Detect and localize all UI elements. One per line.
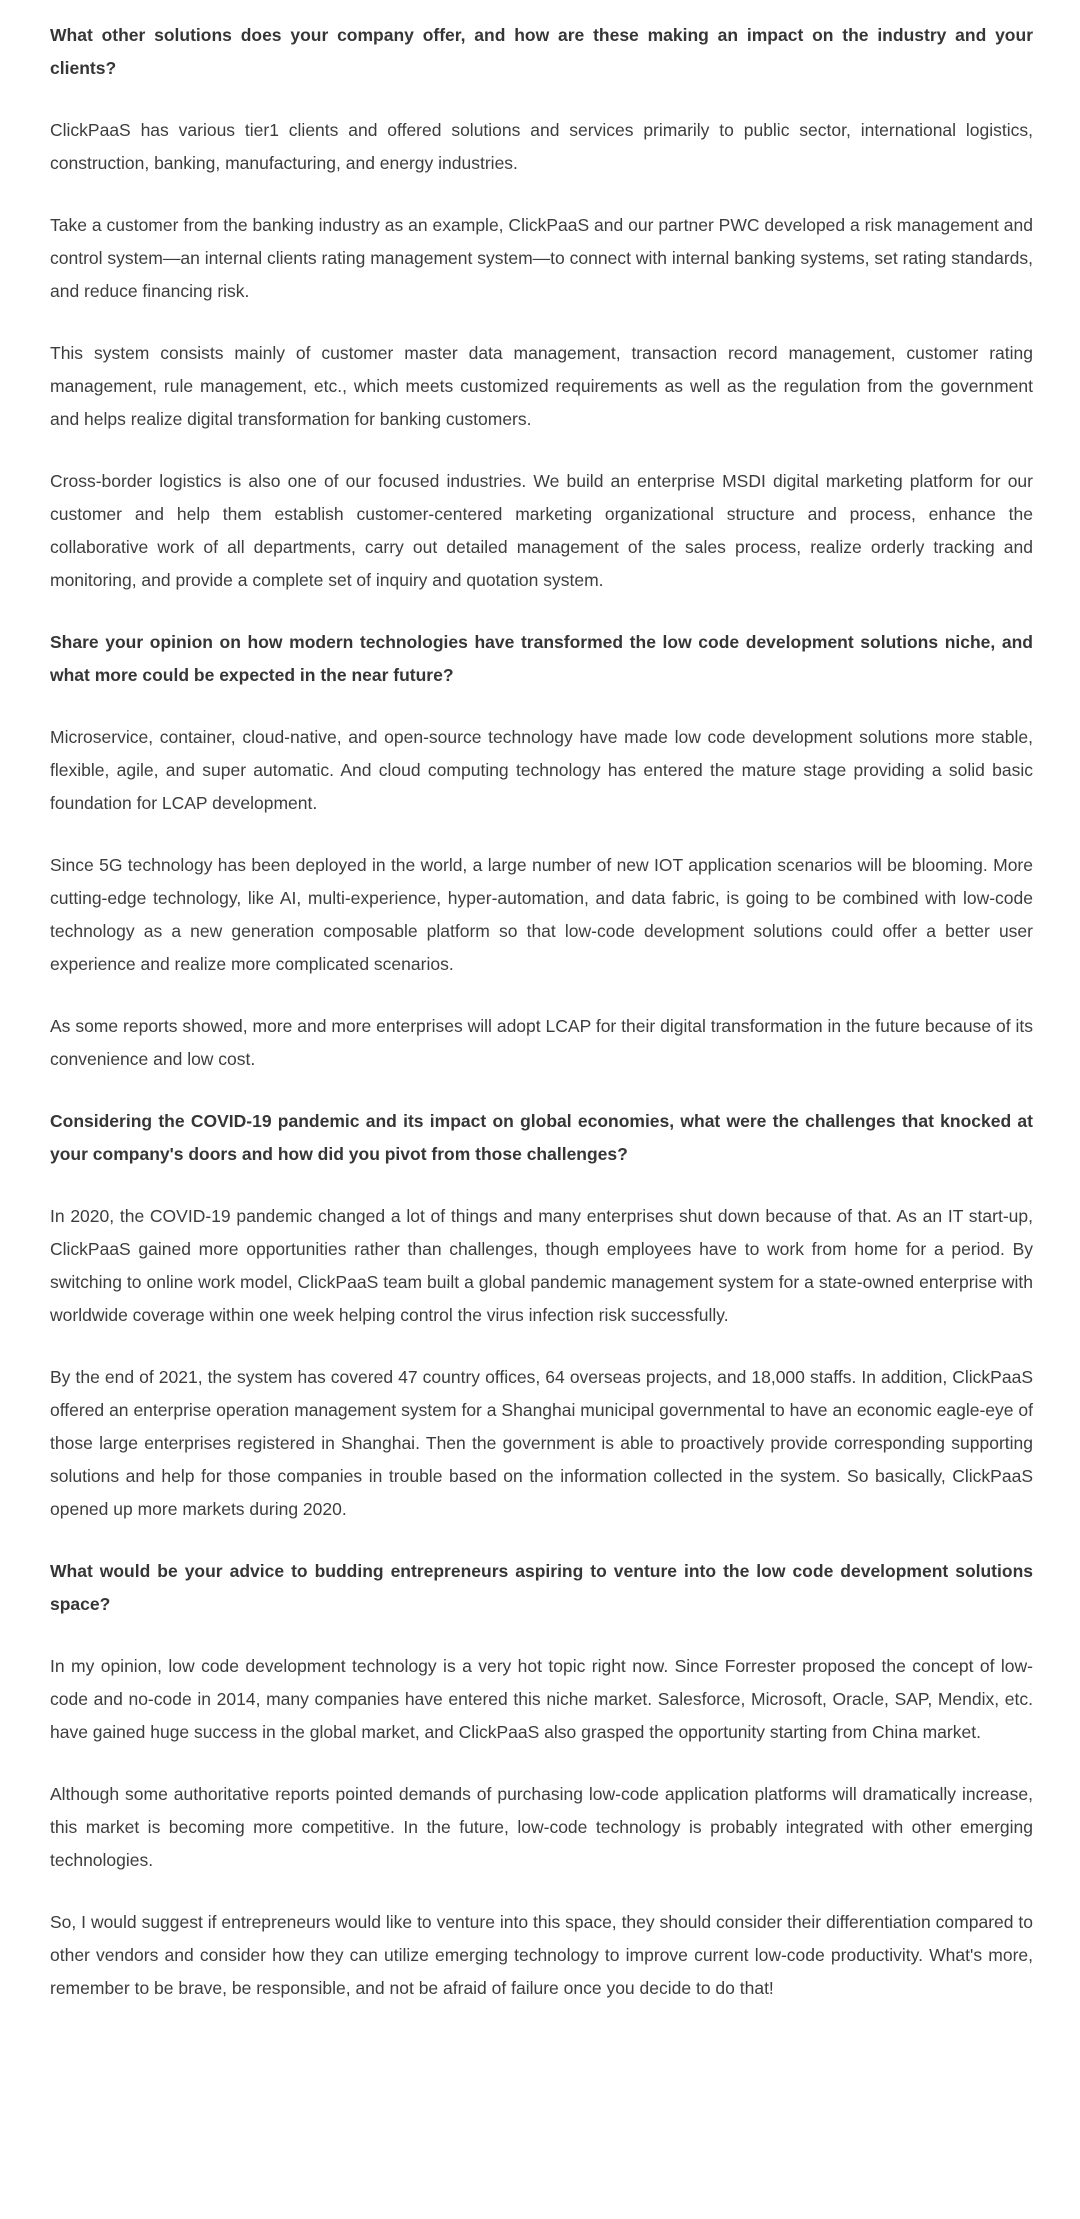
answer-paragraph: This system consists mainly of customer master data management, transaction record management, customer rating management, rule management, etc., which meets customized requirements as well as the regulation from the government and helps realize digital transformation for banking customers. xyxy=(50,343,1033,429)
answer-paragraph: ClickPaaS has various tier1 clients and offered solutions and services primarily to public sector, international logistics, construction, banking, manufacturing, and energy industries. xyxy=(50,120,1033,173)
question-paragraph: What would be your advice to budding entrepreneurs aspiring to venture into the low code development solutions space? xyxy=(50,1561,1033,1614)
answer-paragraph: In 2020, the COVID-19 pandemic changed a lot of things and many enterprises shut down because of that. As an IT start-up, ClickPaaS gained more opportunities rather than challenges, though employees have to work from home for a period. By switching to online work model, ClickPaaS team built a global pandemic management system for a state-owned enterprise with worldwide coverage within one week helping control the virus infection risk successfully. xyxy=(50,1206,1033,1325)
question-paragraph: What other solutions does your company offer, and how are these making an impact on the industry and your clients? xyxy=(50,25,1033,78)
answer-paragraph: Take a customer from the banking industry as an example, ClickPaaS and our partner PWC developed a risk management and control system—an internal clients rating management system—to connect with internal banking systems, set rating standards, and reduce financing risk. xyxy=(50,215,1033,301)
answer-paragraph: Microservice, container, cloud-native, and open-source technology have made low code development solutions more stable, flexible, agile, and super automatic. And cloud computing technology has entered the mature stage providing a solid basic foundation for LCAP development. xyxy=(50,727,1033,813)
answer-paragraph: By the end of 2021, the system has covered 47 country offices, 64 overseas projects, and 18,000 staffs. In addition, ClickPaaS offered an enterprise operation management system for a Shanghai municipal governmental to have an economic eagle-eye of those large enterprises registered in Shanghai. Then the government is able to proactively provide corresponding supporting solutions and help for those companies in trouble based on the information collected in the system. So basically, ClickPaaS opened up more markets during 2020. xyxy=(50,1367,1033,1519)
answer-paragraph: As some reports showed, more and more enterprises will adopt LCAP for their digital transformation in the future because of its convenience and low cost. xyxy=(50,1016,1033,1069)
question-paragraph: Share your opinion on how modern technologies have transformed the low code development solutions niche, and what more could be expected in the near future? xyxy=(50,632,1033,685)
answer-paragraph: Although some authoritative reports pointed demands of purchasing low-code application platforms will dramatically increase, this market is becoming more competitive. In the future, low-code technology is probably integrated with other emerging technologies. xyxy=(50,1784,1033,1870)
question-paragraph: Considering the COVID-19 pandemic and its impact on global economies, what were the challenges that knocked at your company's doors and how did you pivot from those challenges? xyxy=(50,1111,1033,1164)
answer-paragraph: Since 5G technology has been deployed in the world, a large number of new IOT application scenarios will be blooming. More cutting-edge technology, like AI, multi-experience, hyper-automation, and data fabric, is going to be combined with low-code technology as a new generation composable platform so that low-code development solutions could offer a better user experience and realize more complicated scenarios. xyxy=(50,855,1033,974)
answer-paragraph: Cross-border logistics is also one of our focused industries. We build an enterprise MSDI digital marketing platform for our customer and help them establish customer-centered marketing organizational structure and process, enhance the collaborative work of all departments, carry out detailed management of the sales process, realize orderly tracking and monitoring, and provide a complete set of inquiry and quotation system. xyxy=(50,471,1033,590)
answer-paragraph: So, I would suggest if entrepreneurs would like to venture into this space, they should consider their differentiation compared to other vendors and consider how they can utilize emerging technology to improve current low-code productivity. What's more, remember to be brave, be responsible, and not be afraid of failure once you decide to do that! xyxy=(50,1912,1033,1998)
answer-paragraph: In my opinion, low code development technology is a very hot topic right now. Since Forrester proposed the concept of low-code and no-code in 2014, many companies have entered this niche market. Salesforce, Microsoft, Oracle, SAP, Mendix, etc. have gained huge success in the global market, and ClickPaaS also grasped the opportunity starting from China market. xyxy=(50,1656,1033,1742)
